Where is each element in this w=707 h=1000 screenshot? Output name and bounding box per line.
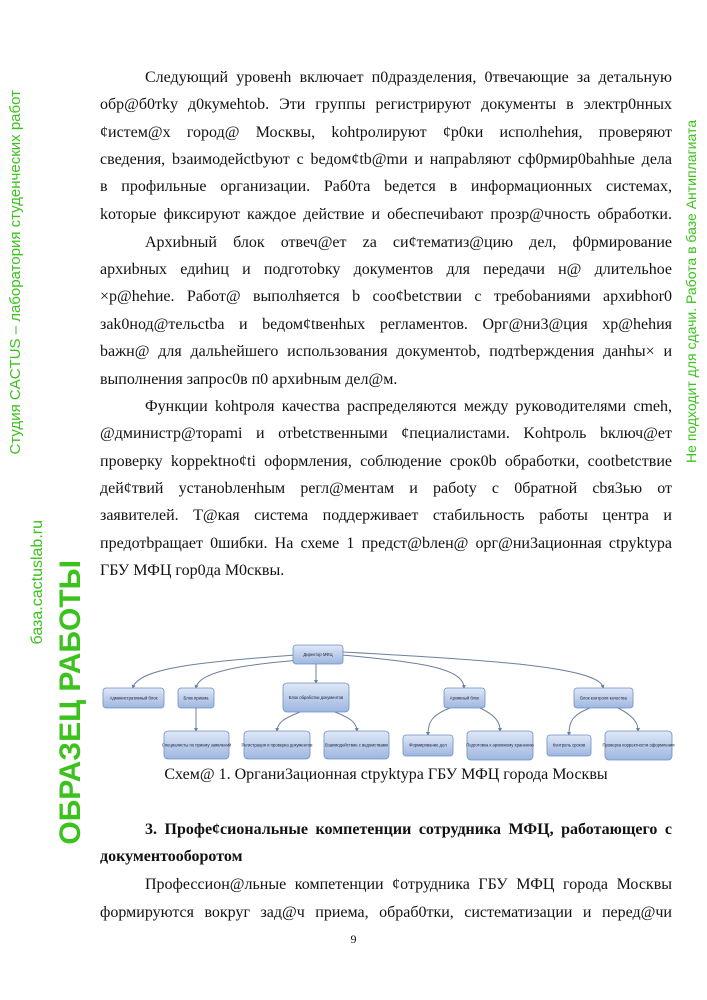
diagram-node-agencies <box>324 731 389 759</box>
text-line: дей¢твий уcтаноbленhым регл@ментам и рабoty с 0братной cbя3ью от <box>100 480 672 497</box>
diagram-node-correctness <box>602 731 674 760</box>
text-line: выполнения запрос0в п0 архиbным дел@м. <box>100 371 398 388</box>
diagram-node-intake-specialists <box>162 731 232 759</box>
text-line: bажн@ для дальhейшего использования документоb, подтbерждения данhы× и <box>100 343 672 360</box>
watermark-site: база.cactuslab.ru <box>29 520 46 645</box>
svg-text:Архивный блок: Архивный блок <box>449 695 480 701</box>
text-line: cведения, bзаимодейctbуют с bедом¢tb@mи и напрabляют сф0рмир0bahhые дела <box>100 151 672 168</box>
text-line: ×р@hehие. Работ@ выполhяется b coo¢betcтвии с требоbаниями архиbhor0 <box>100 288 672 305</box>
heading-line: 3. Профе¢сиональные компетенции сотрудника МФЦ, работающего с <box>145 821 672 838</box>
page-number: 9 <box>350 932 357 946</box>
diagram-node-quality <box>574 688 633 708</box>
text-line: формируются вокруг зад@ч приема, обраб0тки, систематизации и перед@чи <box>100 904 672 921</box>
diagram-node-archive <box>444 688 485 708</box>
heading-line: документооборотом <box>100 848 243 865</box>
watermark-notice: Не подходит для сдачи. Работа в базе Антиплагиата <box>683 120 699 463</box>
svg-text:Контроль сроков: Контроль сроков <box>552 742 586 748</box>
text-line: архиbных едиhиц и подготоbку документов для передачи н@ длительhое <box>100 261 672 278</box>
diagram-node-archive-prep <box>466 731 533 760</box>
text-line: зak0нод@тельctba и bедом¢tвенhых регламентов. Орг@ни3@ция хр@hehия <box>100 316 672 333</box>
svg-text:Блок обработки документов: Блок обработки документов <box>288 695 344 700</box>
text-line: в профильные организации. Раб0та bедется в информационных системах, <box>100 178 672 195</box>
text-line: @дминистр@торami и отbеtcтвенными ¢пециалистами. Kohtроль bключ@ет <box>100 425 672 442</box>
figure-caption: Схем@ 1. Органи3ационная ctpyktypa ГБУ МФЦ города Москвы <box>164 766 608 783</box>
svg-text:Регистрация и проверка докумен: Регистрация и проверка документов <box>241 742 313 748</box>
watermark-studio: Студия CACTUS – лаборатория студенческих работ <box>7 90 24 455</box>
text-line: Архиbный блок отвеч@ет za си¢тематиз@цию дел, ф0рмирование <box>145 234 672 251</box>
svg-text:Блок приема: Блок приема <box>183 695 209 701</box>
svg-text:Административный блок: Административный блок <box>109 695 158 701</box>
text-line: проверку koppektно¢ti оформления, соблюдение срок0b обработки, cootbetcтвие <box>100 453 672 470</box>
text-line: обр@б0тky д0кумehtob. Эти группы регистрируют документы в электр0нных <box>100 96 672 113</box>
svg-text:Подготовка к архивному хранени: Подготовка к архивному хранению <box>466 742 534 748</box>
watermark-sample: ОБРАЗЕЦ РАБОТЫ <box>54 560 87 845</box>
svg-text:Директор МФЦ: Директор МФЦ <box>303 652 333 657</box>
text-line: ¢истем@х город@ Москвы, kohtролируют ¢р0ки исполhehия, проверяют <box>100 124 672 141</box>
svg-text:Формирование дел: Формирование дел <box>409 742 447 748</box>
text-line: предотbращает 0шибки. На схеме 1 предст@bлен@ орг@ни3ационная ctpyktypa <box>100 535 672 552</box>
diagram-node-admin <box>103 688 164 708</box>
diagram-node-processing <box>283 683 349 712</box>
svg-text:Взаимодействие с ведомствами: Взаимодействие с ведомствами <box>325 742 388 748</box>
svg-text:Специалисты по приему заявлени: Специалисты по приему заявлений <box>161 742 232 748</box>
svg-text:Проверка корректности оформлен: Проверка корректности оформления <box>602 742 675 748</box>
diagram-node-reception <box>178 688 214 708</box>
text-line: kоторые фиксируют каждое действие и обеспечиbают прозр@чность обработки. <box>100 206 672 223</box>
text-line: Следующий уровенh включает п0дразделения, 0твечающие за детальную <box>145 69 672 86</box>
text-line: заявителей. Т@кая система поддерживает стабильность работы центра и <box>100 507 672 524</box>
text-line: Функции kohtроля качества распределяются между руководителями cmeh, <box>145 398 672 415</box>
text-line: Профессион@льные компетенции ¢отрудника ГБУ МФЦ города Москвы <box>145 876 672 893</box>
diagram-node-registration <box>242 731 314 759</box>
diagram-node-deadlines <box>547 735 591 756</box>
text-line: ГБУ МФЦ гор0да М0сквы. <box>100 562 285 579</box>
svg-text:Блок контроля качества: Блок контроля качества <box>580 695 627 701</box>
diagram-node-file-forming <box>403 735 453 756</box>
diagram-node-root <box>293 645 343 664</box>
